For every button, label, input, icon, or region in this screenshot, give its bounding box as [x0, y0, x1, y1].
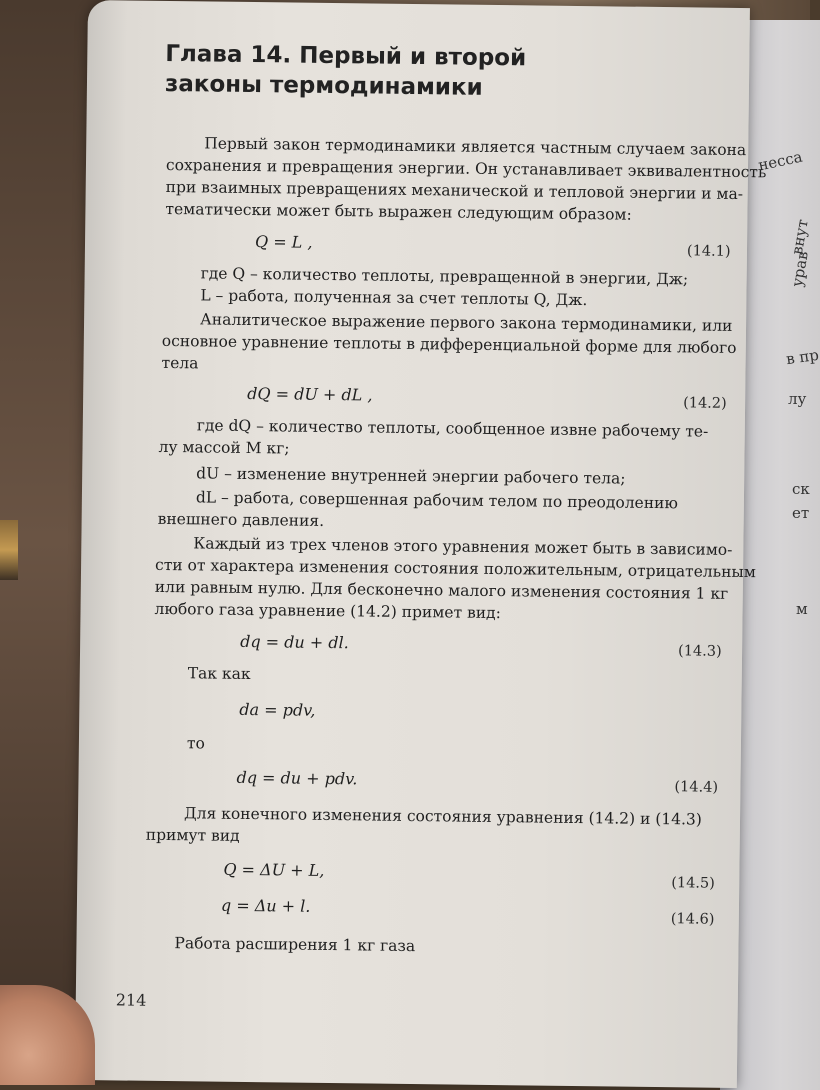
- equation-14-5: Q = ΔU + L,: [223, 859, 325, 880]
- facing-fragment: урав: [787, 249, 812, 289]
- facing-fragment: в пр: [784, 345, 820, 369]
- facing-fragment: ет: [792, 504, 810, 522]
- chapter-title: [165, 39, 527, 103]
- paragraph-line: Каждый из трех членов этого уравнения может быть в зависимо-: [193, 534, 733, 559]
- paragraph-line: основное уравнение теплоты в дифференциальной форме для любого: [161, 331, 737, 357]
- paragraph-line: тела: [161, 353, 199, 373]
- equation-number: (14.2): [683, 395, 727, 412]
- definition-line: где dQ – количество теплоты, сообщенное извне рабочему те-: [196, 416, 709, 441]
- definition-line: dL – работа, совершенная рабочим телом по преодолению: [195, 488, 679, 513]
- definition-line: внешнего давления.: [157, 509, 325, 530]
- equation-14-4: dq = du + pdv.: [236, 767, 358, 789]
- equation-da: da = pdv,: [239, 699, 316, 720]
- paragraph-line: сти от характера изменения состояния положительным, отрицательным: [154, 555, 756, 582]
- paragraph-line: или равным нулю. Для бесконечно малого изменения состояния 1 кг: [154, 577, 729, 603]
- facing-fragment: м: [796, 600, 808, 618]
- text-line: Работа расширения 1 кг газа: [174, 934, 416, 956]
- equation-number: (14.6): [670, 911, 715, 928]
- text-line: Так как: [187, 664, 251, 684]
- equation-14-3: dq = du + dl.: [240, 631, 349, 653]
- facing-fragment: лу: [788, 390, 807, 408]
- definition-line: лу массой M кг;: [158, 437, 290, 458]
- equation-number: (14.3): [677, 643, 722, 660]
- definition-line: L – работа, полученная за счет теплоты Q, Дж.: [200, 286, 588, 310]
- paragraph-line: примут вид: [145, 825, 240, 845]
- chapter-title-line: Глава 14. Первый и второй: [165, 40, 527, 72]
- paragraph-line: тематически может быть выражен следующим образом:: [165, 199, 632, 224]
- facing-fragment: внут: [787, 217, 812, 257]
- equation-number: (14.5): [671, 875, 715, 892]
- page-number: 214: [115, 990, 147, 1010]
- chapter-title-line: законы термодинамики: [164, 70, 483, 101]
- paragraph-line: любого газа уравнение (14.2) примет вид:: [154, 599, 501, 623]
- paragraph-line: Аналитическое выражение первого закона термодинамики, или: [199, 310, 733, 335]
- equation-14-1: Q = L ,: [254, 232, 313, 252]
- book-edge: [0, 520, 18, 580]
- equation-14-6: q = Δu + l.: [220, 895, 311, 916]
- text-line: то: [186, 734, 205, 753]
- facing-fragment: ск: [792, 480, 810, 498]
- paragraph-line: Для конечного изменения состояния уравнения (14.2) и (14.3): [183, 804, 703, 829]
- paragraph-line: сохранения и превращения энергии. Он устанавливает эквивалентность: [165, 155, 767, 182]
- equation-number: (14.4): [674, 779, 719, 796]
- definition-line: dU – изменение внутренней энергии рабочего тела;: [196, 464, 626, 488]
- definition-line: где Q – количество теплоты, превращенной в энергии, Дж;: [200, 264, 689, 289]
- paragraph-line: Первый закон термодинамики является частным случаем закона: [204, 134, 747, 160]
- book-page: [75, 0, 767, 1088]
- equation-14-2: dQ = dU + dL ,: [247, 383, 373, 405]
- paragraph-line: при взаимных превращениях механической и тепловой энергии и ма-: [165, 177, 744, 204]
- equation-number: (14.1): [686, 243, 731, 260]
- facing-fragment: несса: [756, 147, 805, 175]
